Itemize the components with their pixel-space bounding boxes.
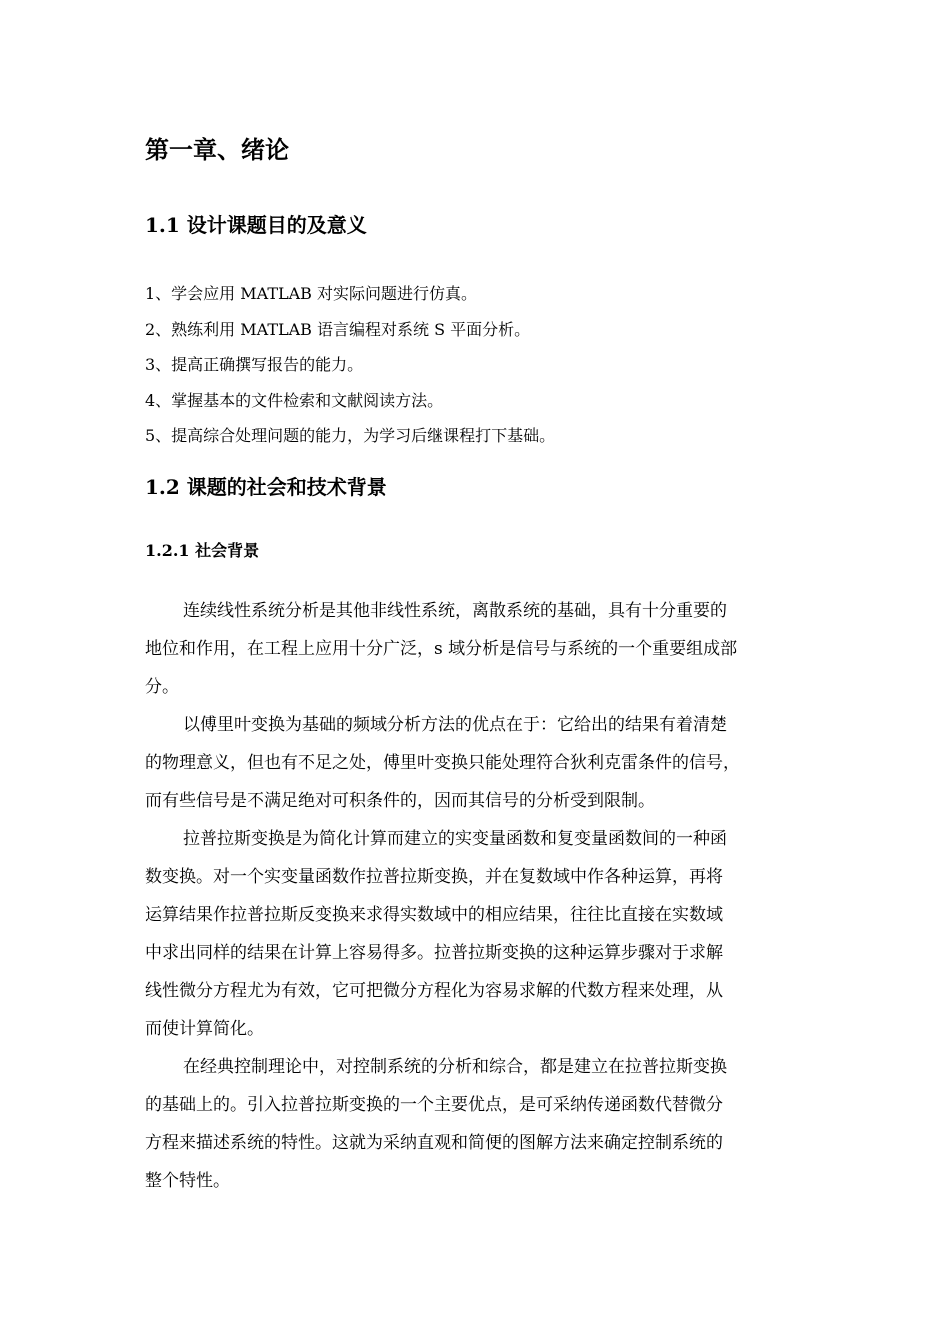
list-item: 5、提高综合处理问题的能力，为学习后继课程打下基础。 — [145, 426, 556, 445]
paragraph — [145, 820, 825, 1048]
paragraph-line: 以傅里叶变换为基础的频域分析方法的优点在于：它给出的结果有着清楚 — [183, 715, 727, 735]
paragraph — [145, 706, 825, 820]
paragraph-line: 连续线性系统分析是其他非线性系统，离散系统的基础，具有十分重要的 — [183, 601, 727, 621]
paragraph — [145, 1048, 825, 1200]
paragraph-line: 而有些信号是不满足绝对可积条件的，因而其信号的分析受到限制。 — [145, 791, 655, 811]
list-item: 1、学会应用 MATLAB 对实际问题进行仿真。 — [145, 284, 478, 303]
list-item: 4、掌握基本的文件检索和文献阅读方法。 — [145, 390, 444, 410]
paragraph-line: 整个特性。 — [145, 1171, 230, 1191]
paragraph-line: 数变换。对一个实变量函数作拉普拉斯变换，并在复数域中作各种运算，再将 — [145, 867, 723, 887]
paragraph-line: 的基础上的。引入拉普拉斯变换的一个主要优点，是可采纳传递函数代替微分 — [145, 1095, 723, 1115]
paragraph-line: 线性微分方程尤为有效，它可把微分方程化为容易求解的代数方程来处理，从 — [145, 981, 723, 1001]
chapter-title: 第一章、绪论 — [145, 135, 289, 164]
section-title-1-1: 1.1 设计课题目的及意义 — [145, 213, 367, 237]
paragraph-line: 而使计算简化。 — [145, 1019, 264, 1039]
paragraph-line: 地位和作用，在工程上应用十分广泛，s 域分析是信号与系统的一个重要组成部 — [145, 639, 738, 659]
paragraph-line: 的物理意义，但也有不足之处，傅里叶变换只能处理符合狄利克雷条件的信号， — [145, 753, 740, 773]
section-title-1-2: 1.2 课题的社会和技术背景 — [145, 475, 387, 499]
paragraph-line: 中求出同样的结果在计算上容易得多。拉普拉斯变换的这种运算步骤对于求解 — [145, 943, 723, 963]
subsection-title-1-2-1: 1.2.1 社会背景 — [145, 541, 260, 560]
body-paragraphs — [145, 592, 825, 1200]
list-item: 2、熟练利用 MATLAB 语言编程对系统 S 平面分析。 — [145, 319, 531, 339]
objectives-list — [145, 276, 555, 454]
paragraph-line: 拉普拉斯变换是为简化计算而建立的实变量函数和复变量函数间的一种函 — [183, 829, 727, 849]
list-item: 3、提高正确撰写报告的能力。 — [145, 355, 364, 374]
paragraph-line: 在经典控制理论中，对控制系统的分析和综合，都是建立在拉普拉斯变换 — [183, 1057, 727, 1077]
paragraph-line: 方程来描述系统的特性。这就为采纳直观和简便的图解方法来确定控制系统的 — [145, 1133, 723, 1153]
paragraph-line: 运算结果作拉普拉斯反变换来求得实数域中的相应结果，往往比直接在实数域 — [145, 905, 723, 925]
paragraph-line: 分。 — [145, 677, 179, 697]
paragraph — [145, 592, 825, 706]
